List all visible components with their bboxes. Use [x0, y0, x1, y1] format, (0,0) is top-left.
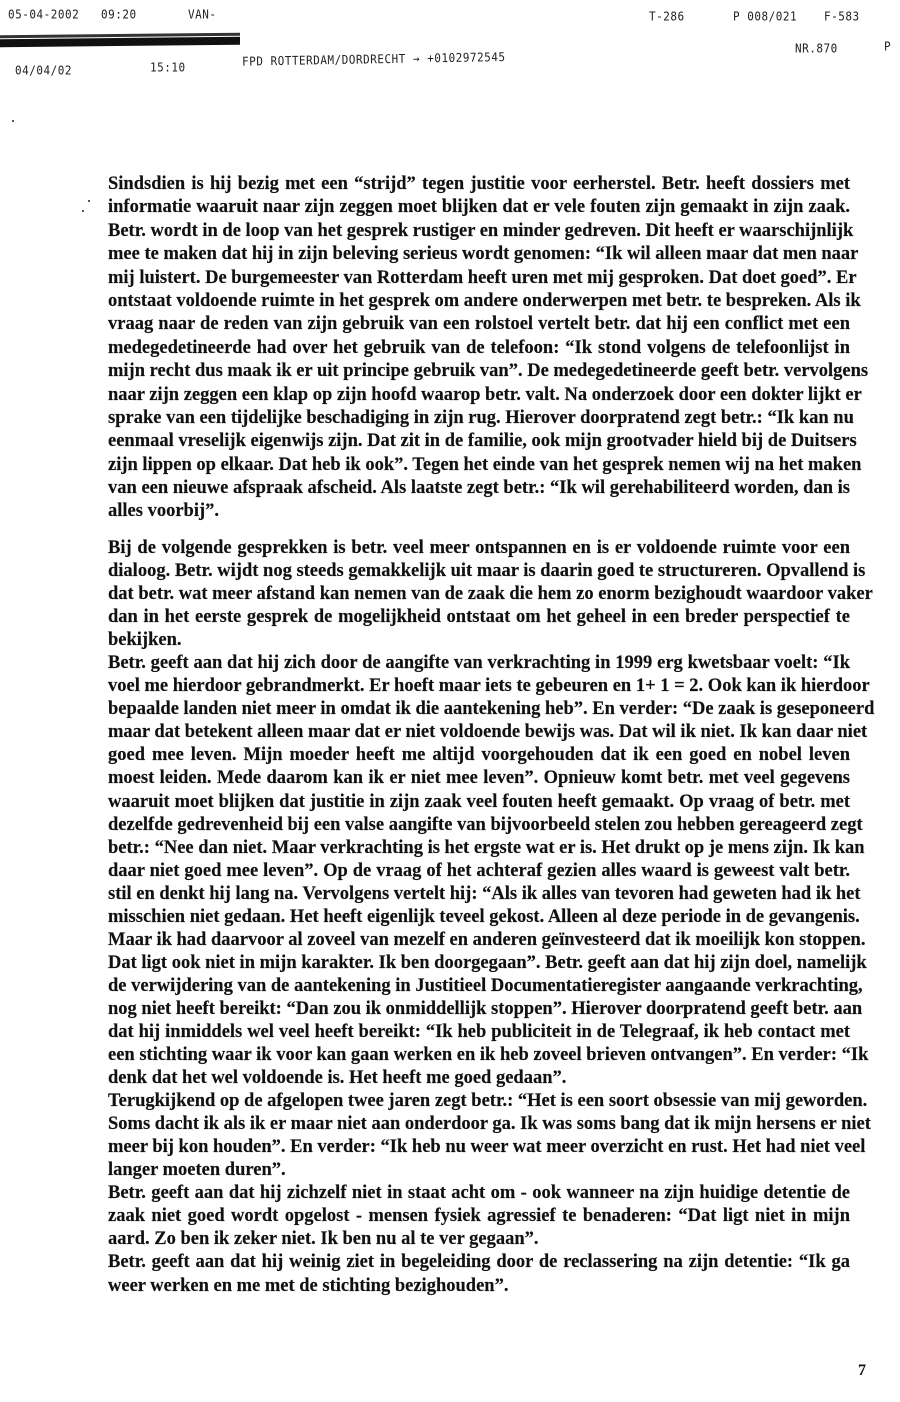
text-line: dat hij inmiddels wel veel heeft bereikt: “Ik heb publiciteit in de Telegraaf, ik heb contact met: [108, 1021, 850, 1042]
page-number: 7: [858, 1362, 866, 1379]
scan-speck: [88, 200, 90, 202]
paragraph-2: [108, 537, 875, 1298]
text-line: langer moeten duren”.: [108, 1160, 286, 1181]
text-line: waaruit moet blijken dat justitie in zijn zaak veel fouten heeft gemaakt. Op vraag of betr. met: [108, 791, 850, 812]
fax-sender: FPD ROTTERDAM/DORDRECHT → +0102972545: [241, 50, 506, 69]
text-line: mij luistert. De burgemeester van Rotterdam heeft uren met mij gesproken. Dat doet goed”. Er: [108, 267, 857, 288]
text-line: bekijken.: [108, 630, 182, 651]
text-line: alles voorbij”.: [108, 501, 219, 522]
text-line: Bij de volgende gesprekken is betr. veel meer ontspannen en is er voldoende ruimte voor een: [108, 538, 850, 558]
fax-from: VAN-: [188, 7, 217, 22]
text-line: de verwijdering van de aantekening in Justitieel Documentatieregister aangaande verkrachting,: [108, 975, 863, 996]
text-line: Betr. wordt in de loop van het gesprek rustiger en minder gedreven. Dit heeft er waarschijnlijk: [108, 220, 854, 241]
text-line: zaak niet goed wordt opgelost - mensen fysiek agressief te benaderen: “Dat ligt niet in mijn: [108, 1206, 850, 1227]
text-line: maar dat betekent alleen maar dat er niet voldoende bewijs was. Dat wil ik niet. Ik kan daar niet: [108, 722, 868, 743]
text-line: Soms dacht ik als ik er maar niet aan onderdoor ga. Ik was soms bang dat ik mijn hersens er niet: [108, 1114, 871, 1135]
text-line: Terugkijkend op de afgelopen twee jaren zegt betr.: “Het is een soort obsessie van mij geworden.: [108, 1091, 868, 1112]
text-line: betr.: “Nee dan niet. Maar verkrachting is het ergste wat er is. Het drukt op je mens zijn. Ik kan: [108, 837, 865, 858]
scan-speck: [82, 210, 84, 212]
text-line: aard. Zo ben ik zeker niet. Ik ben nu al te ver gegaan”.: [108, 1229, 539, 1250]
paragraph-1: [108, 173, 869, 524]
fax-mark: P: [884, 39, 892, 54]
fax-second-time: 15:10: [150, 60, 186, 75]
text-line: Dat ligt ook niet in mijn karakter. Ik ben doorgegaan”. Betr. geeft aan dat hij zijn doel, namelijk: [108, 952, 867, 973]
text-line: medegedetineerde had over het gebruik van de telefoon: “Ik stond volgens de telefoonlijst in: [108, 337, 850, 358]
text-line: mijn recht dus maak ik er uit principe gebruik van”. De medegedetineerde geeft betr. vervolgens: [108, 361, 869, 382]
fax-page: P 008/021: [733, 9, 798, 24]
text-line: Maar ik had daarvoor al zoveel van mezelf en anderen geïnvesteerd dat ik moeilijk kon stoppen.: [108, 929, 866, 950]
text-line: dialoog. Betr. wijdt nog steeds gemakkelijk uit maar is daarin goed te structureren. Opvallend is: [108, 561, 866, 582]
text-line: stil en denkt hij lang na. Vervolgens vertelt hij: “Als ik alles van tevoren had geweten had ik het: [108, 883, 861, 904]
fax-form: F-583: [824, 9, 860, 24]
text-line: Betr. geeft aan dat hij zich door de aangifte van verkrachting in 1999 erg kwetsbaar voelt: “Ik: [108, 653, 850, 674]
text-line: vraag naar de reden van zijn gebruik van een rolstoel vertelt betr. dat hij een conflict met een: [108, 314, 850, 335]
text-line: eenmaal vreselijk eigenwijs zijn. Dat zit in de familie, ook mijn grootvader hield bij de Duitsers: [108, 431, 857, 452]
text-line: meer bij kon houden”. En verder: “Ik heb nu weer wat meer overzicht en rust. Het had niet veel: [108, 1137, 866, 1158]
fax-transmission-id: T-286: [649, 9, 685, 24]
text-line: mee te maken dat hij in zijn beleving serieus wordt genomen: “Ik wil alleen maar dat men naar: [108, 244, 859, 265]
text-line: Sindsdien is hij bezig met een “strijd” tegen justitie voor eerherstel. Betr. heeft dossiers met: [108, 174, 850, 194]
text-line: goed mee leven. Mijn moeder heeft me altijd voorgehouden dat ik een goed en nobel leven: [108, 745, 850, 766]
text-line: misschien niet gedaan. Het heeft eigenlijk teveel gekost. Alleen al deze periode in de gevangenis.: [108, 906, 860, 927]
text-line: moest leiden. Mede daarom kan ik er niet mee leven”. Opnieuw komt betr. met veel gegevens: [108, 768, 850, 789]
text-line: Betr. geeft aan dat hij weinig ziet in begeleiding door de reclassering na zijn detentie: “Ik ga: [108, 1252, 850, 1273]
text-line: zijn lippen op elkaar. Dat heb ik ook”. Tegen het einde van het gesprek nemen wij na het maken: [108, 454, 862, 475]
fax-date: 05-04-2002: [8, 7, 80, 22]
text-line: ontstaat voldoende ruimte in het gesprek om andere onderwerpen met betr. te bespreken. Als ik: [108, 290, 861, 311]
text-line: bepaalde landen niet meer in omdat ik die aantekening heb”. En verder: “De zaak is geseponeerd: [108, 699, 875, 720]
text-line: denk dat het wel voldoende is. Het heeft me goed gedaan”.: [108, 1068, 567, 1089]
text-line: dan in het eerste gesprek de mogelijkheid ontstaat om het geheel in een breder perspectief te: [108, 607, 850, 628]
text-line: informatie waaruit naar zijn zeggen moet blijken dat er vele fouten zijn gemaakt in zijn zaak.: [108, 197, 850, 218]
fax-scan-bar: [0, 37, 240, 48]
fax-second-date: 04/04/02: [15, 63, 72, 78]
fax-number: NR.870: [795, 41, 838, 56]
fax-time: 09:20: [101, 7, 137, 22]
text-line: weer werken en me met de stichting bezighouden”.: [108, 1275, 509, 1296]
text-line: sprake van een tijdelijke beschadiging in zijn rug. Hierover doorpratend zegt betr.: “Ik kan nu: [108, 407, 854, 428]
text-line: naar zijn zeggen een klap op zijn hoofd waarop betr. valt. Na onderzoek door een dokter lijkt er: [108, 384, 862, 405]
text-line: een stichting waar ik voor kan gaan werken en ik heb zoveel brieven ontvangen”. En verder: “Ik: [108, 1045, 869, 1066]
text-line: Betr. geeft aan dat hij zichzelf niet in staat acht om - ook wanneer na zijn huidige detentie de: [108, 1183, 850, 1204]
text-line: daar niet goed mee leven”. Op de vraag of het achteraf gezien alles waard is geweest valt betr.: [108, 860, 850, 881]
text-line: nog niet heeft bereikt: “Dan zou ik onmiddellijk stoppen”. Hierover doorpratend geeft betr. aan: [108, 998, 863, 1019]
text-line: dezelfde gedrevenheid bij een valse aangifte van bijvoorbeeld stelen zou hebben gereageerd zegt: [108, 814, 863, 835]
text-line: dat betr. wat meer afstand kan nemen van de zaak die hem zo enorm bezighoudt waardoor vaker: [108, 584, 873, 605]
text-line: voel me hierdoor gebrandmerkt. Er hoeft maar iets te gebeuren en 1+ 1 = 2. Ook kan ik hierdoor: [108, 676, 870, 697]
scan-speck: [12, 120, 14, 122]
text-line: van een nieuwe afspraak afscheid. Als laatste zegt betr.: “Ik wil gerehabiliteerd worden, dan is: [108, 478, 850, 499]
